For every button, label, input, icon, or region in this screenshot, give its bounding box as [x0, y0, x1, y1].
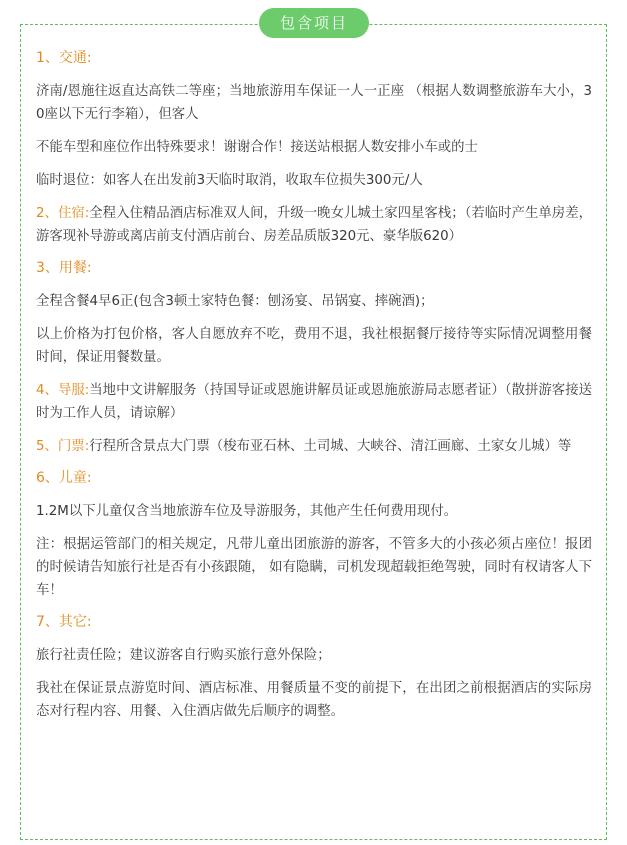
- content-area: [36, 48, 592, 733]
- meals-heading: 3、用餐:: [36, 260, 92, 276]
- children-paragraph-2: 注：根据运管部门的相关规定，凡带儿童出团旅游的游客，不管多大的小孩必须占座位！报团的时候请告知旅行社是否有小孩跟随， 如有隐瞒，司机发现超载拒绝驾驶，同时有权请客人下车！: [36, 537, 592, 598]
- children-paragraph-1: 1.2M以下儿童仅含当地旅游车位及导游服务，其他产生任何费用现付。: [36, 504, 458, 519]
- lodging-paragraph: [36, 202, 592, 248]
- transport-paragraph-1: 济南/恩施往返直达高铁二等座；当地旅游用车保证一人一正座 （根据人数调整旅游车大小，30座以下无行李箱），但客人: [36, 84, 592, 122]
- guide-text: 当地中文讲解服务（持国导证或恩施讲解员证或恩施旅游局志愿者证）（散拼游客接送时为工作人员，请谅解）: [36, 383, 592, 421]
- transport-paragraph-2: 不能车型和座位作出特殊要求！谢谢合作！接送站根据人数安排小车或的士: [36, 140, 478, 155]
- section-title-badge: 包含项目: [259, 8, 369, 38]
- guide-label: 4、导服:: [36, 383, 90, 398]
- meals-paragraph-1: 全程含餐4早6正(包含3顿土家特色餐：刨汤宴、吊锅宴、摔碗酒)；: [36, 294, 434, 309]
- meals-paragraph-2: 以上价格为打包价格，客人自愿放弃不吃，费用不退，我社根据餐厅接待等实际情况调整用餐时间，保证用餐数量。: [36, 327, 592, 365]
- transport-paragraph-3: 临时退位：如客人在出发前3天临时取消，收取车位损失300元/人: [36, 173, 423, 188]
- guide-paragraph: [36, 379, 592, 425]
- lodging-label: 2、住宿:: [36, 206, 90, 221]
- lodging-text: 全程入住精品酒店标准双人间，升级一晚女儿城土家四星客栈；（若临时产生单房差，游客现补导游或离店前支付酒店前台、房差品质版320元、豪华版620）: [36, 206, 592, 244]
- transport-heading: 1、交通:: [36, 50, 92, 66]
- tickets-paragraph: [36, 435, 592, 458]
- other-heading: 7、其它:: [36, 614, 92, 630]
- children-heading: 6、儿童:: [36, 470, 92, 486]
- other-paragraph-2: 我社在保证景点游览时间、酒店标准、用餐质量不变的前提下，在出团之前根据酒店的实际房态对行程内容、用餐、入住酒店做先后顺序的调整。: [36, 681, 592, 719]
- tickets-label: 5、门票:: [36, 439, 90, 454]
- tickets-text: 行程所含景点大门票（梭布亚石林、土司城、大峡谷、清江画廊、土家女儿城）等: [89, 439, 572, 454]
- other-paragraph-1: 旅行社责任险；建议游客自行购买旅行意外保险；: [36, 648, 331, 663]
